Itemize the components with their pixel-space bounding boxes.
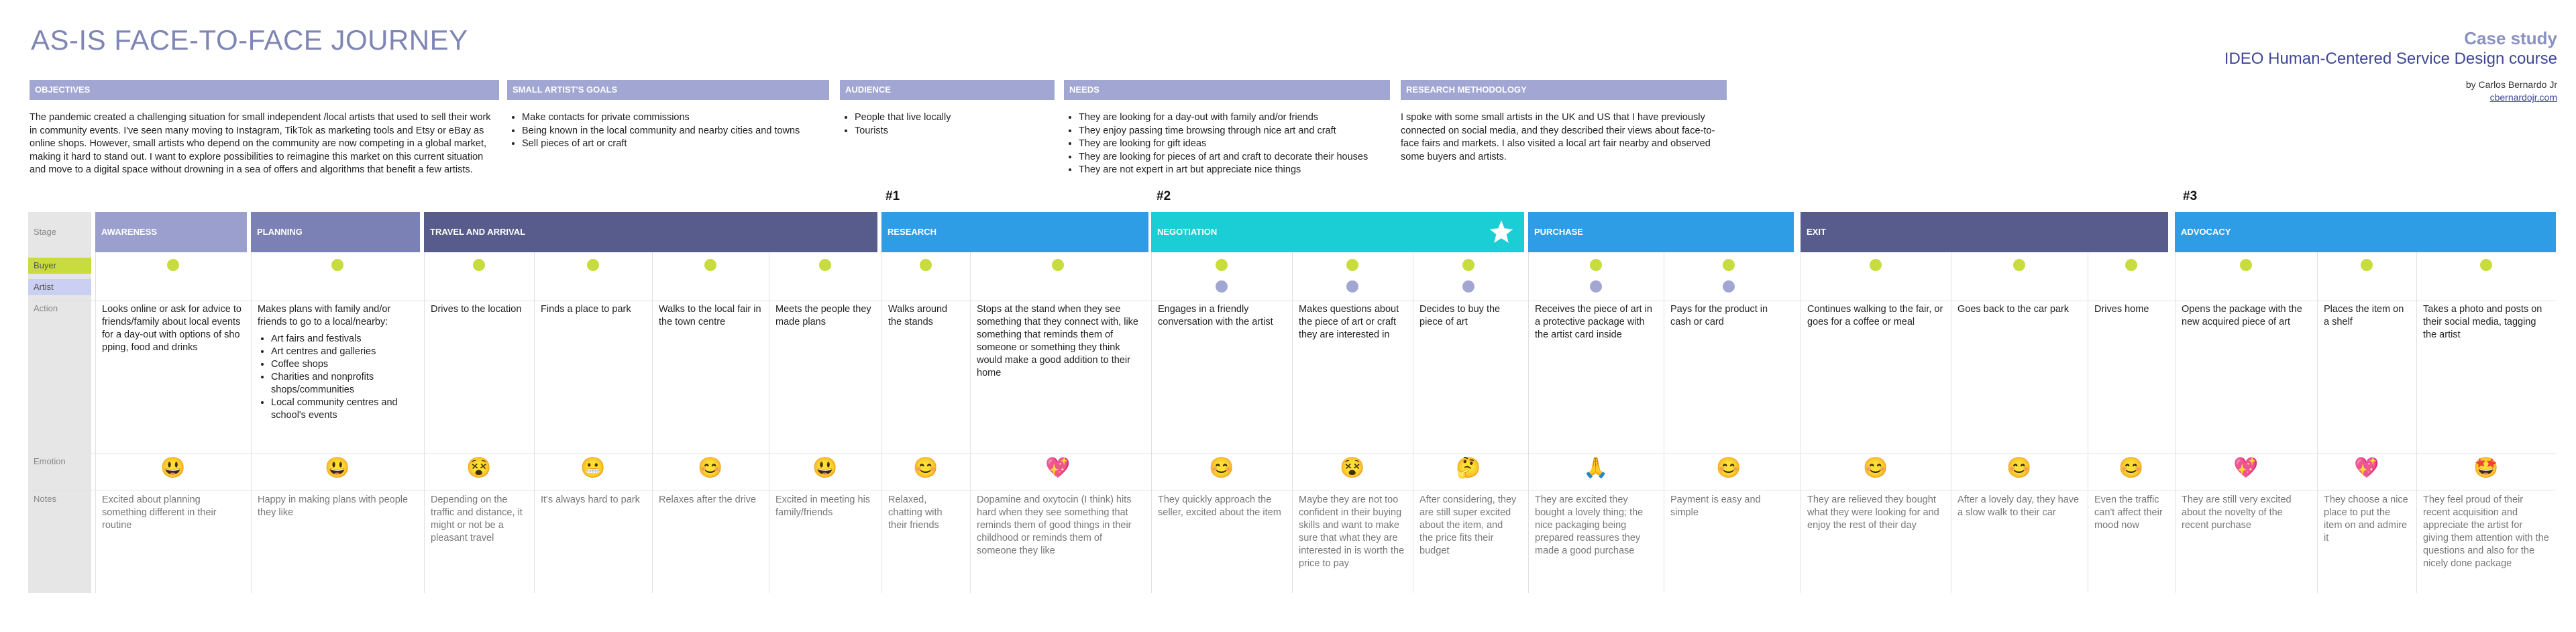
action-cell	[2317, 303, 2416, 329]
buyer-touchpoint-dot	[2480, 259, 2492, 271]
need-item: • They are not expert in art but appreciate nice things	[1079, 164, 1399, 177]
buyer-touchpoint-dot	[1590, 259, 1602, 271]
goals-heading: SMALL ARTIST'S GOALS	[507, 80, 829, 100]
action-cell	[652, 303, 769, 329]
action-text: Makes questions about the piece of art or craft they are interested in	[1299, 304, 1399, 340]
action-cell	[1413, 303, 1524, 329]
needs-heading: NEEDS	[1064, 80, 1390, 100]
emotion-icon: 💖	[1045, 457, 1071, 479]
note-text: They are still very excited about the novelty of the recent purchase	[2182, 494, 2292, 531]
need-item: • They are looking for pieces of art and craft to decorate their houses	[1079, 151, 1399, 164]
buyer-touchpoint-dot	[920, 259, 932, 271]
artist-touchpoint-dot	[1723, 280, 1735, 293]
objectives-text: The pandemic created a challenging situation for small independent /local artists that used to sell their work in community events. I've seen many moving to Instagram, TikTok as marketing tools and Etsy or eBay as online shops. However, small artists who depend on the community are now competing in a global market, making it hard to stand out. I want to explore possibilities to reimagine this market on this current situation and move to a digital space without drowning in a sea of offers and algorithms that benefit a few artists.	[30, 112, 491, 175]
action-list-item: • Charities and nonprofits shops/communities	[271, 371, 417, 397]
action-cell	[881, 303, 970, 329]
emotion-icon: 😊	[913, 457, 938, 479]
buyer-touchpoint-dot	[587, 259, 599, 271]
artist-touchpoint-dot	[1590, 280, 1602, 293]
buyer-touchpoint-dot	[819, 259, 831, 271]
action-cell	[1664, 303, 1794, 329]
goal-item: • Sell pieces of art or craft	[522, 138, 829, 151]
action-text: Engages in a friendly conversation with the artist	[1158, 304, 1273, 327]
artist-touchpoint-dot	[1216, 280, 1228, 293]
goal-item: • Being known in the local community and nearby cities and towns	[522, 125, 829, 138]
action-cell	[1292, 303, 1413, 341]
artist-touchpoint-dot	[1462, 280, 1474, 293]
action-text: Stops at the stand when they see something that they connect with, like something that reminds them of someone or something they think would make a good addition to their home	[977, 304, 1138, 378]
audience-item: • People that live locally	[855, 111, 1055, 125]
stage-research: RESEARCH	[881, 212, 1148, 252]
emotion-icon: 🙏	[1583, 457, 1609, 479]
emotion-icon: 😊	[698, 457, 723, 479]
buyer-touchpoint-dot	[2240, 259, 2252, 271]
action-cell	[2175, 303, 2317, 329]
emotion-icon: 😃	[160, 457, 186, 479]
star-icon	[1488, 219, 1515, 246]
action-row-label: Action	[34, 303, 58, 313]
action-cell	[424, 303, 534, 316]
action-cell	[1801, 303, 1951, 329]
note-text: Relaxes after the drive	[659, 494, 757, 505]
action-text: Places the item on a shelf	[2324, 304, 2404, 327]
audience-heading: AUDIENCE	[840, 80, 1055, 100]
action-text: Takes a photo and posts on their social media, tagging the artist	[2423, 304, 2542, 340]
emotion-icon: 😊	[1716, 457, 1741, 479]
action-text: Looks online or ask for advice to friends/family about local events for a day-out with options of sho pping, food and drinks	[102, 304, 241, 353]
buyer-touchpoint-dot	[1216, 259, 1228, 271]
stage-negotiation	[1151, 212, 1524, 252]
need-item: • They are looking for gift ideas	[1079, 138, 1399, 151]
course-title: IDEO Human-Centered Service Design course	[2224, 50, 2557, 68]
objectives-heading: OBJECTIVES	[30, 80, 499, 100]
emotion-icon: 😵	[466, 457, 492, 479]
note-text: Dopamine and oxytocin (I think) hits hard when they see something that reminds them of good things in their childhood or reminds them of someone they like	[977, 494, 1132, 556]
buyer-touchpoint-dot	[473, 259, 485, 271]
stage-awareness: AWARENESS	[95, 212, 247, 252]
buyer-touchpoint-dot	[2013, 259, 2025, 271]
notes-row-label: Notes	[34, 494, 56, 504]
stage-purchase: PURCHASE	[1528, 212, 1794, 252]
emotion-icon: 🤔	[1456, 457, 1481, 479]
stage-planning: PLANNING	[251, 212, 420, 252]
needs-list	[1064, 111, 1399, 177]
note-text: Maybe they are not too confident in their buying skills and want to make sure that what they are interested in is worth the price to pay	[1299, 494, 1405, 569]
note-text: They feel proud of their recent acquisition and appreciate the artist for giving them attention with the questions and also for the nicely done package	[2423, 494, 2549, 569]
action-text: Walks around the stands	[888, 304, 948, 327]
emotion-icon: 💖	[2233, 457, 2259, 479]
buyer-touchpoint-dot	[1723, 259, 1735, 271]
stage-exit: EXIT	[1801, 212, 2168, 252]
action-text: Makes plans with family and/or friends to go to a local/nearby:	[258, 304, 391, 327]
audience-item: • Tourists	[855, 125, 1055, 138]
buyer-touchpoint-dot	[1052, 259, 1064, 271]
action-cell	[2088, 303, 2175, 316]
note-text: Relaxed, chatting with their friends	[888, 494, 943, 531]
artist-row-label: Artist	[28, 279, 91, 295]
action-text: Meets the people they made plans	[775, 304, 871, 327]
buyer-touchpoint-dot	[1346, 259, 1358, 271]
stage-negotiation-label: NEGOTIATION	[1157, 227, 1218, 237]
action-list-item: • Local community centres and school's events	[271, 397, 417, 422]
note-text: Even the traffic can't affect their mood now	[2094, 494, 2163, 531]
note-text: After considering, they are still super excited about the item, and the price fits their budget	[1419, 494, 1517, 556]
methodology-text: I spoke with some small artists in the UK and US that I have previously connected on social media, and they described their views about face-to-face fairs and markets. I also visited a local art fair nearby and observed some buyers and artists.	[1401, 112, 1715, 162]
emotion-icon: 😊	[2118, 457, 2144, 479]
note-text: They are relieved they bought what they were looking for and enjoy the rest of their day	[1807, 494, 1939, 531]
methodology-heading: RESEARCH METHODOLOGY	[1401, 80, 1727, 100]
goals-list	[507, 111, 829, 151]
action-text: Finds a place to park	[541, 304, 631, 315]
stage-travel-and-arrival: TRAVEL AND ARRIVAL	[424, 212, 877, 252]
emotion-icon: 🤩	[2473, 457, 2499, 479]
action-list	[258, 333, 417, 422]
marker-1: #1	[885, 189, 900, 203]
emotion-icon: 😵	[1340, 457, 1365, 479]
action-text: Decides to buy the piece of art	[1419, 304, 1501, 327]
emotion-icon: 😊	[2006, 457, 2032, 479]
action-text: Pays for the product in cash or card	[1670, 304, 1768, 327]
case-study-label: Case study	[2464, 28, 2557, 48]
buyer-touchpoint-dot	[2361, 259, 2373, 271]
action-cell	[251, 303, 424, 422]
action-list-item: • Coffee shops	[271, 358, 417, 371]
emotion-icon: 😃	[812, 457, 838, 479]
marker-3: #3	[2183, 189, 2198, 203]
need-item: • They are looking for a day-out with family and/or friends	[1079, 111, 1399, 125]
emotion-icon: 😊	[1209, 457, 1234, 479]
note-text: Excited about planning something different in their routine	[102, 494, 217, 531]
note-text: They choose a nice place to put the item on and admire it	[2324, 494, 2408, 543]
action-cell	[1951, 303, 2088, 316]
emotion-icon: 😊	[1863, 457, 1888, 479]
need-item: • They enjoy passing time browsing through nice art and craft	[1079, 125, 1399, 138]
action-text: Drives home	[2094, 304, 2149, 315]
buyer-row-label: Buyer	[28, 258, 91, 274]
action-cell	[534, 303, 652, 316]
stage-row-label: Stage	[34, 227, 56, 237]
emotion-icon: 💖	[2354, 457, 2379, 479]
action-list-item: • Art fairs and festivals	[271, 333, 417, 346]
buyer-touchpoint-dot	[331, 259, 343, 271]
note-text: After a lovely day, they have a slow walk to their car	[1957, 494, 2080, 518]
audience-list	[840, 111, 1055, 138]
page-title: AS-IS FACE-TO-FACE JOURNEY	[31, 24, 468, 56]
action-cell	[769, 303, 881, 329]
action-cell	[1151, 303, 1292, 329]
goal-item: • Make contacts for private commissions	[522, 111, 829, 125]
emotion-icon: 😃	[325, 457, 350, 479]
action-text: Drives to the location	[431, 304, 522, 315]
stage-advocacy: ADVOCACY	[2175, 212, 2556, 252]
buyer-touchpoint-dot	[167, 259, 179, 271]
buyer-touchpoint-dot	[704, 259, 716, 271]
note-text: They are excited they bought a lovely thing; the nice packaging being prepared reassures they made a good purchase	[1535, 494, 1644, 556]
emotion-icon: 😬	[580, 457, 606, 479]
action-text: Receives the piece of art in a protective package with the artist card inside	[1535, 304, 1652, 340]
note-text: Depending on the traffic and distance, it might or not be a pleasant travel	[431, 494, 523, 543]
note-text: They quickly approach the seller, excited about the item	[1158, 494, 1281, 518]
note-text: It's always hard to park	[541, 494, 640, 505]
buyer-touchpoint-dot	[1462, 259, 1474, 271]
action-cell	[1528, 303, 1664, 341]
author-website-link[interactable]: cbernardojr.com	[2489, 92, 2557, 103]
action-cell	[2416, 303, 2556, 341]
action-text: Opens the package with the new acquired piece of art	[2182, 304, 2302, 327]
action-list-item: • Art centres and galleries	[271, 346, 417, 358]
action-text: Continues walking to the fair, or goes for a coffee or meal	[1807, 304, 1943, 327]
emotion-row-label: Emotion	[34, 456, 66, 466]
buyer-touchpoint-dot	[2125, 259, 2137, 271]
buyer-touchpoint-dot	[1870, 259, 1882, 271]
marker-2: #2	[1157, 189, 1171, 203]
note-text: Payment is easy and simple	[1670, 494, 1761, 518]
note-text: Excited in meeting his family/friends	[775, 494, 871, 518]
action-cell	[970, 303, 1146, 380]
author-label: by Carlos Bernardo Jr	[2465, 79, 2557, 90]
action-cell	[95, 303, 251, 354]
note-text: Happy in making plans with people they like	[258, 494, 409, 518]
artist-touchpoint-dot	[1346, 280, 1358, 293]
action-text: Walks to the local fair in the town centre	[659, 304, 761, 327]
action-text: Goes back to the car park	[1957, 304, 2070, 315]
